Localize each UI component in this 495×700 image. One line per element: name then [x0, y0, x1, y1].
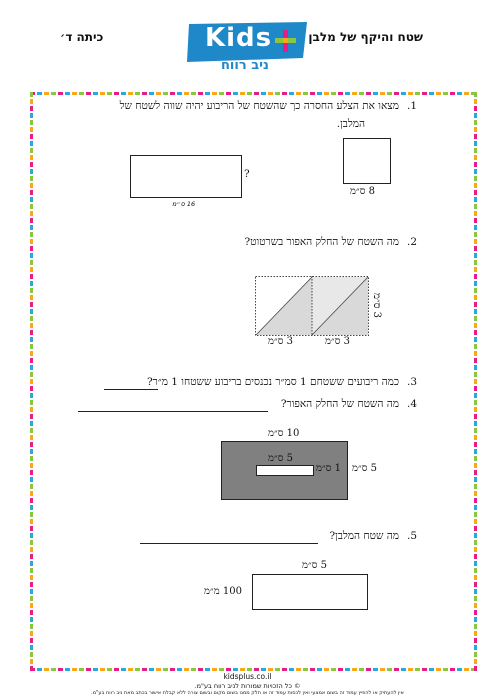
q1-text-line2: המלבן. — [336, 118, 365, 130]
q5-rectangle — [252, 574, 368, 610]
q5-answer-line[interactable] — [140, 542, 318, 544]
q1-text-line1: מצאו את הצלע החסרה כך שהשטח של הריבוע יהיה שווה לשטח של — [119, 100, 399, 112]
q1-square-side-label: 8 ס״מ — [350, 186, 375, 197]
kids-logo — [183, 20, 313, 76]
q5-number: 5. — [406, 530, 417, 542]
q2-left-width-label: 3 ס״מ — [268, 336, 293, 347]
grade-label: כיתה ד׳ — [60, 30, 104, 44]
q1-number: 1. — [406, 100, 417, 112]
q1-rectangle — [130, 155, 242, 198]
q4-number: 4. — [406, 398, 417, 410]
frame-left-border — [30, 92, 33, 671]
logo-text: Kids — [205, 23, 273, 53]
q2-diagram — [255, 276, 369, 336]
q2-text: מה השטח של החלק האפור בשרטוט? — [244, 236, 399, 248]
q5-height-label: 100 מ״מ — [204, 586, 242, 597]
worksheet-title: שטח והיקף של מלבן — [308, 30, 423, 44]
q2-right-width-label: 3 ס״מ — [325, 336, 350, 347]
q2-height-label: 3 ס״מ — [370, 293, 382, 318]
q2-shaded-rectangle-diagram — [255, 276, 369, 336]
q1-rect-length-label: 16 ס״מ — [172, 200, 196, 208]
q1-square — [343, 138, 391, 184]
q3-text: כמה ריבועים ששטחם 1 סמ״ר נכנסים בריבוע ששטחו 1 מ״ר? — [146, 376, 399, 388]
q1-rect-missing-side: ? — [244, 168, 250, 180]
q3-number: 3. — [406, 376, 417, 388]
q4-answer-line[interactable] — [78, 410, 268, 412]
q5-text: מה שטח המלבן? — [329, 530, 399, 542]
q5-width-label: 5 ס״מ — [302, 560, 327, 571]
footer-legal: אין להעתיק או להפיץ עמוד זה בשום אמצעי ואין לכסות עמוד זה או חלק ממנו בשום מקום ובשום צורה ללא קבלת אישור בכתב מאת ניב רווח בע"מ. — [91, 690, 404, 696]
q4-inner-height-label: 1 ס״מ — [316, 463, 341, 474]
logo-subtitle: ניב רווח — [221, 58, 269, 73]
q4-inner-width-label: 5 ס״מ — [268, 453, 293, 464]
frame-top-border — [30, 92, 477, 95]
q4-white-hole — [256, 465, 314, 476]
q2-number: 2. — [406, 236, 417, 248]
q3-answer-line[interactable] — [104, 388, 158, 390]
frame-bottom-border — [30, 668, 477, 671]
footer-site[interactable]: kidsplus.co.il — [223, 672, 272, 681]
frame-right-border — [474, 92, 477, 671]
q4-outer-width-label: 10 ס״מ — [268, 428, 300, 439]
q4-outer-height-label: 5 ס״מ — [352, 463, 377, 474]
q4-text: מה השטח של החלק האפור? — [280, 398, 399, 410]
footer-copyright: © כל הזכויות שמורות לניב רווח בע"מ. — [194, 682, 301, 690]
